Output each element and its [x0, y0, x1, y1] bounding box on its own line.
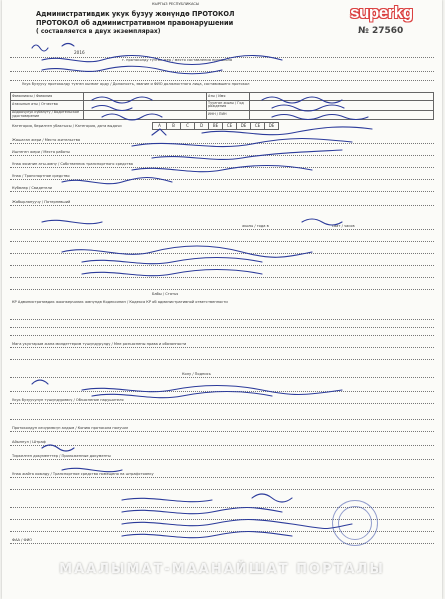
- vehicle-label: Унаа / Транспортное средство: [12, 174, 70, 178]
- category-cell: C: [181, 123, 195, 130]
- witness-label: Күбөлөр / Свидетели: [12, 186, 52, 190]
- year-value: 2016: [74, 50, 85, 55]
- title-kyrgyz: Административдик укук бузуу жөнүндө ПРОТОКОЛ: [36, 10, 235, 18]
- official-label: Укук бузуучу протоколду түзгөн кызмат орду / Должность, звание и ФИО должностного лица, составившего протокол: [22, 82, 250, 86]
- category-cell: CE: [223, 123, 237, 130]
- name-label: Аты / Имя: [207, 93, 250, 101]
- portal-watermark: МААЛЫМАТ-МААНАЙШАТ ПОРТАЛЫ: [59, 562, 385, 577]
- site-logo: superkg: [350, 3, 413, 22]
- time-label: саат / часов: [332, 224, 355, 228]
- protocol-sheet: [2, 0, 442, 599]
- category-cell: DE: [265, 123, 279, 130]
- category-label: Категория, берилген убактысы / Категория, дата выдачи: [12, 124, 122, 128]
- signature-label-1: Колу / Подпись: [182, 372, 211, 376]
- copy-label: Протоколдун көчүрмөсүн алдым / Копию протокола получил: [12, 426, 129, 430]
- category-cell: DE: [237, 123, 251, 130]
- final-label: ФАА / ФИО: [12, 538, 33, 542]
- title-subtitle: ( составляется в двух экземплярах): [36, 28, 161, 35]
- id-label: ИНН / ПИН: [207, 110, 250, 120]
- impound-label: Унаа жайга коюлду / Транспортное средство помещено на штрафстоянку: [12, 472, 154, 476]
- category-cell: B: [167, 123, 181, 130]
- category-cell: A: [153, 123, 167, 130]
- docs-label: Тиркелген документтер / Приложенные документы: [12, 454, 111, 458]
- address-label: Жашаган жери / Место жительства: [12, 138, 81, 142]
- top-strip: КЫРГЫЗ РЕСПУБЛИКАСЫ: [152, 2, 200, 6]
- fine-label: Айыппул / Штраф: [12, 440, 46, 444]
- date-label: жылы / года в: [242, 224, 269, 228]
- place-label: г. протоколду түзгөн жер / место составления протокола: [122, 58, 233, 62]
- article-label: Бабы / Статья: [152, 292, 179, 296]
- vehicle-owner-label: Унаа ээсинин аты-жөнү / Собственник транспортного средства: [12, 162, 133, 166]
- surname-label: Фамилиясы / Фамилия: [11, 93, 84, 101]
- rights-text: Мага укуктарым жана милдеттерим түшүндүрүлдү / Мне разъяснены права и обязанности: [12, 342, 187, 346]
- licence-label: Айдоочулук күбөлүгү / Водительское удостоверение: [11, 110, 84, 120]
- birth-label: Туулган жылы / Год рождения: [207, 101, 250, 111]
- handwriting-ink: [2, 0, 442, 599]
- workplace-label: Иштеген жери / Место работы: [12, 150, 70, 154]
- victims-label: Жабырлануучу / Потерпевший: [12, 200, 71, 204]
- category-cell: BE: [209, 123, 223, 130]
- kodeks-label: КР Административдик жоопкерчилик жөнүндө Кодексинин / Кодекса КР об административной ответственности: [12, 300, 228, 304]
- explanation-label: Укук бузуучунун түшүндүрмөсү / Объяснение нарушителя: [12, 398, 124, 402]
- protocol-number: № 27560: [358, 26, 404, 36]
- patronymic-label: Атасынын аты / Отчество: [11, 101, 84, 111]
- title-russian: ПРОТОКОЛ об административном правонарушении: [36, 19, 234, 27]
- category-cell: D: [195, 123, 209, 130]
- category-cell: CE: [251, 123, 265, 130]
